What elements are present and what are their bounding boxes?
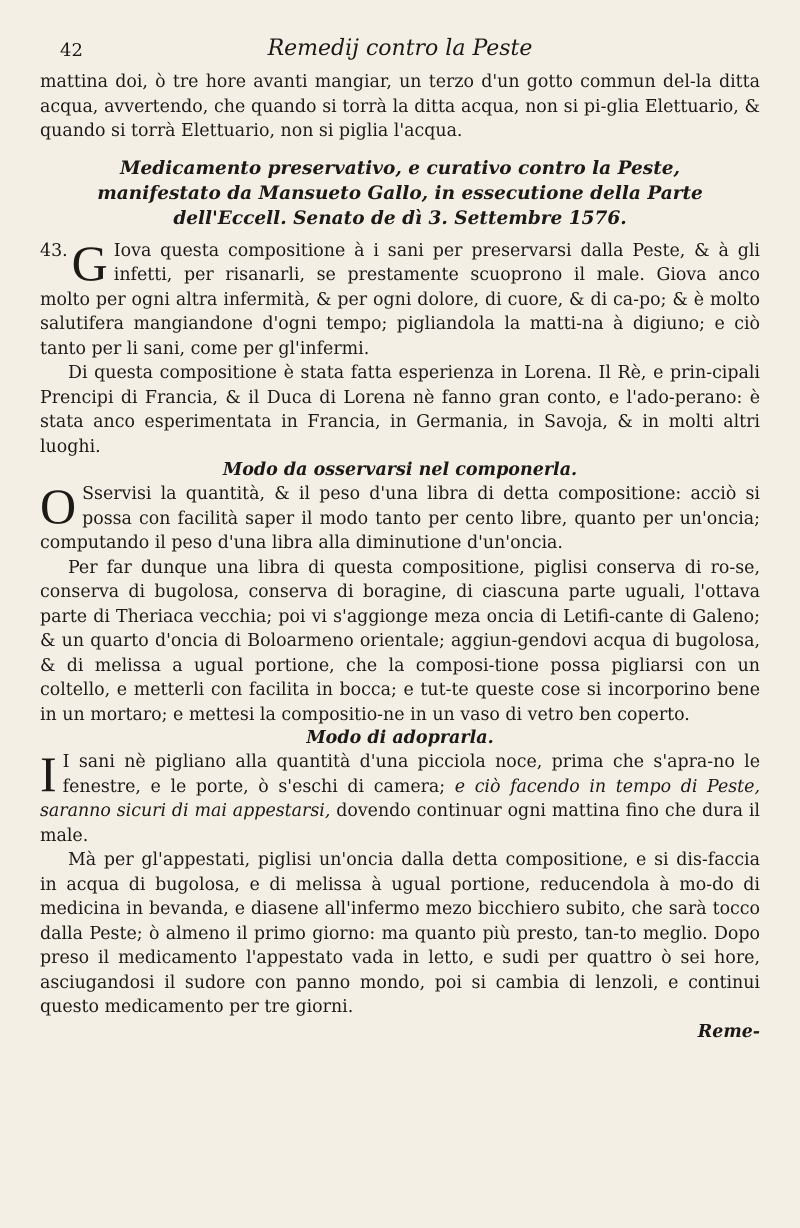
section-title: Medicamento preservativo, e curativo contro la Peste, manifestato da Mansueto Gallo, in essecutione della Parte dell'Eccell. Senato de dì 3. Settembre 1576.: [97, 157, 703, 229]
subtitle-usage: Modo di adoprarla.: [306, 728, 494, 748]
drop-cap: I: [40, 746, 57, 802]
page-header: [40, 36, 760, 70]
recipe-paragraph: Per far dunque una libra di questa compositione, piglisi conserva di ro-se, conserva di bugolosa, conserva di boragine, di ciascuna parte uguali, l'ottava parte di Theriaca vecchia; poi vi s'aggionge meza oncia di Letifi-cante di Galeno; & un quarto d'oncia di Boloarmeno orientale; aggiun-gendovi acqua di bugolosa, & di melissa a ugual portione, che la composi-tione possa pigliarsi con un coltello, e metterli con facilita in bocca; e tut-te queste cose si incorporino bene in un mortaro; e mettesi la compositio-ne in un vaso di vetro ben coperto.: [40, 557, 760, 725]
drop-cap: G: [71, 234, 108, 291]
section-composition: [40, 478, 760, 727]
section-43: [40, 234, 760, 460]
running-title: Remedij contro la Peste: [267, 36, 533, 61]
paragraph-number: 43.: [40, 240, 68, 261]
subtitle-composition: Modo da osservarsi nel componerla.: [222, 460, 578, 480]
intro-paragraph: mattina doi, ò tre hore avanti mangiar, un terzo d'un gotto commun del-la ditta acqua, avvertendo, che quando si torrà la ditta acqua, non si pi-glia Elettuario, & quando si torrà Elettuario, non si piglia l'acqua.: [40, 72, 760, 141]
usage-text-italic: e ciò facendo in tempo di Peste, saranno sicuri di mai appestarsi,: [40, 776, 760, 821]
usage-infected-paragraph: Mà per gl'appestati, piglisi un'oncia dalla detta compositione, e si dis-faccia in acqua di bugolosa, e di melissa à ugual portione, reducendola à mo-do di medicina in bevanda, e diasene all'infermo mezo bicchiero subito, che sarà tocco dalla Peste; ò almeno il primo giorno: ma quanto più presto, tan-to meglio. Dopo preso il medicamento l'appestato vada in letto, e sudi per quattro ò sei hore, asciugandosi il sudore con panno mondo, poi si cambia di lenzoli, e continui questo medicamento per tre giorni.: [40, 850, 760, 1017]
page-number: 42: [60, 40, 83, 61]
drop-cap: O: [40, 478, 77, 534]
usage-text-b: dovendo continuar ogni mattina fino che dura il male.: [40, 801, 760, 846]
usage-text-a: I sani nè pigliano alla quantità d'una picciola noce, prima che s'apra-no le fenestre, e le porte, ò s'eschi di camera;: [62, 752, 760, 797]
composition-intro: Sservisi la quantità, & il peso d'una libra di detta compositione: acciò si possa con facilità saper il modo tanto per cento libre, quanto per un'oncia; computando il peso d'una libra alla diminutione d'un'oncia.: [40, 484, 760, 553]
section-usage: [40, 746, 760, 1044]
lorena-paragraph: Di questa compositione è stata fatta esperienza in Lorena. Il Rè, e prin-cipali Prencipi di Francia, & il Duca di Lorena nè fanno gran conto, e l'ado-perano: è stata anco esperimentata in Francia, in Germania, in Savoja, & in molti altri luoghi.: [40, 363, 760, 457]
section-43-text: Iova questa compositione à i sani per preservarsi dalla Peste, & à gli infetti, per risanarli, se prestamente scuoprono il male. Giova anco molto per ogni altra infermità, & per ogni dolore, di cuore, & di ca-po; & è molto salutifera mangiandone d'ogni tempo; pigliandola la matti-na à digiuno; e ciò tanto per li sani, come per gl'infermi.: [40, 240, 760, 359]
usage-healthy-paragraph: [40, 746, 760, 848]
catchword: Reme-: [697, 1021, 760, 1042]
